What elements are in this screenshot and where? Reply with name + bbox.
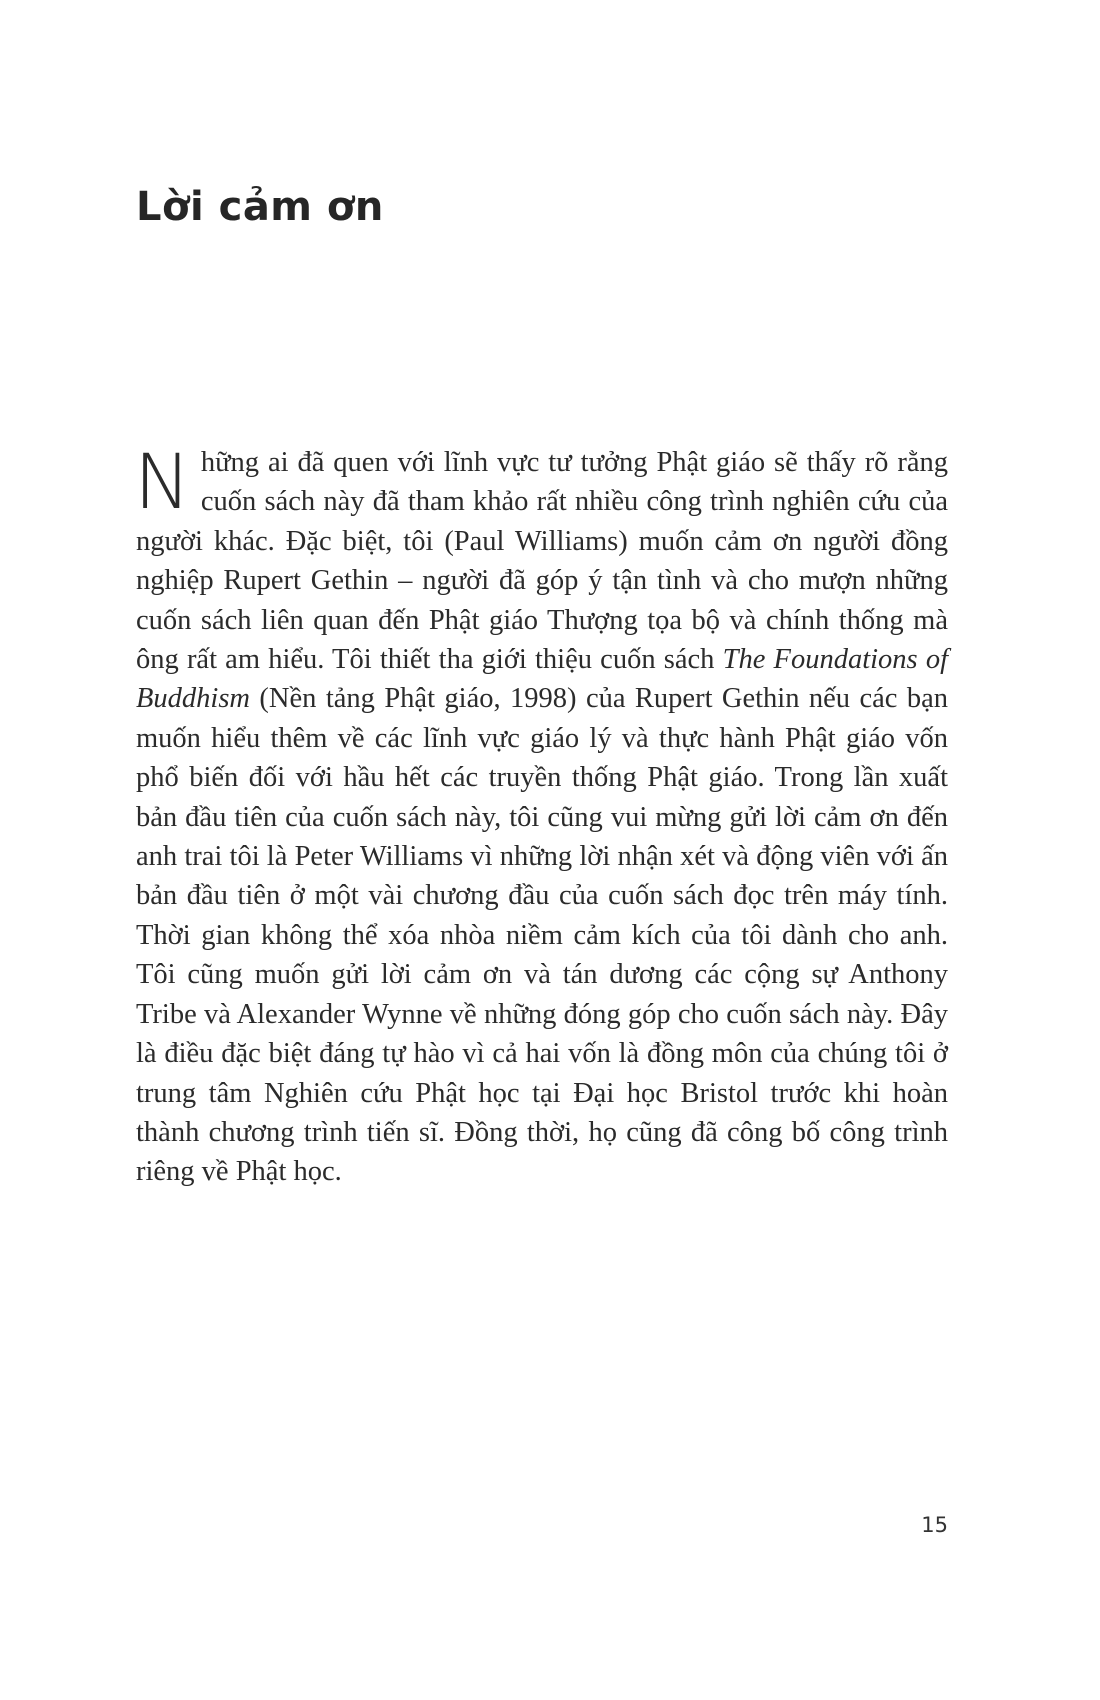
drop-cap: N — [134, 437, 191, 526]
paragraph-text-part1: hững ai đã quen với lĩnh vực tư tưởng Phật giáo sẽ thấy rõ rằng cuốn sách này đã tham khảo rất nhiều công trình nghiên cứu của người khác. Đặc biệt, tôi (Paul Williams) muốn cảm ơn người đồng nghiệp Rupert Gethin – người đã góp ý tận tình và cho mượn những cuốn sách liên quan đến Phật giáo Thượng tọa bộ và chính thống mà ông rất am hiểu. Tôi thiết tha giới thiệu cuốn sách — [136, 447, 948, 676]
acknowledgements-paragraph — [134, 437, 948, 1192]
book-title: The Foundations of Buddhism — [136, 644, 948, 715]
page-title: Lời cảm ơn — [136, 184, 384, 230]
page-number: 15 — [921, 1513, 948, 1537]
paragraph-text-part2: (Nền tảng Phật giáo, 1998) của Rupert Gethin nếu các bạn muốn hiểu thêm về các lĩnh vực giáo lý và thực hành Phật giáo vốn phổ biến đối với hầu hết các truyền thống Phật giáo. Trong lần xuất bản đầu tiên của cuốn sách này, tôi cũng vui mừng gửi lời cảm ơn đến anh trai tôi là Peter Williams vì những lời nhận xét và động viên với ấn bản đầu tiên ở một vài chương đầu của cuốn sách đọc trên máy tính. Thời gian không thể xóa nhòa niềm cảm kích của tôi dành cho anh. Tôi cũng muốn gửi lời cảm ơn và tán dương các cộng sự Anthony Tribe và Alexander Wynne về những đóng góp cho cuốn sách này. Đây là điều đặc biệt đáng tự hào vì cả hai vốn là đồng môn của chúng tôi ở trung tâm Nghiên cứu Phật học tại Đại học Bristol trước khi hoàn thành chương trình tiến sĩ. Đồng thời, họ cũng đã công bố công trình riêng về Phật học. — [136, 683, 948, 1188]
